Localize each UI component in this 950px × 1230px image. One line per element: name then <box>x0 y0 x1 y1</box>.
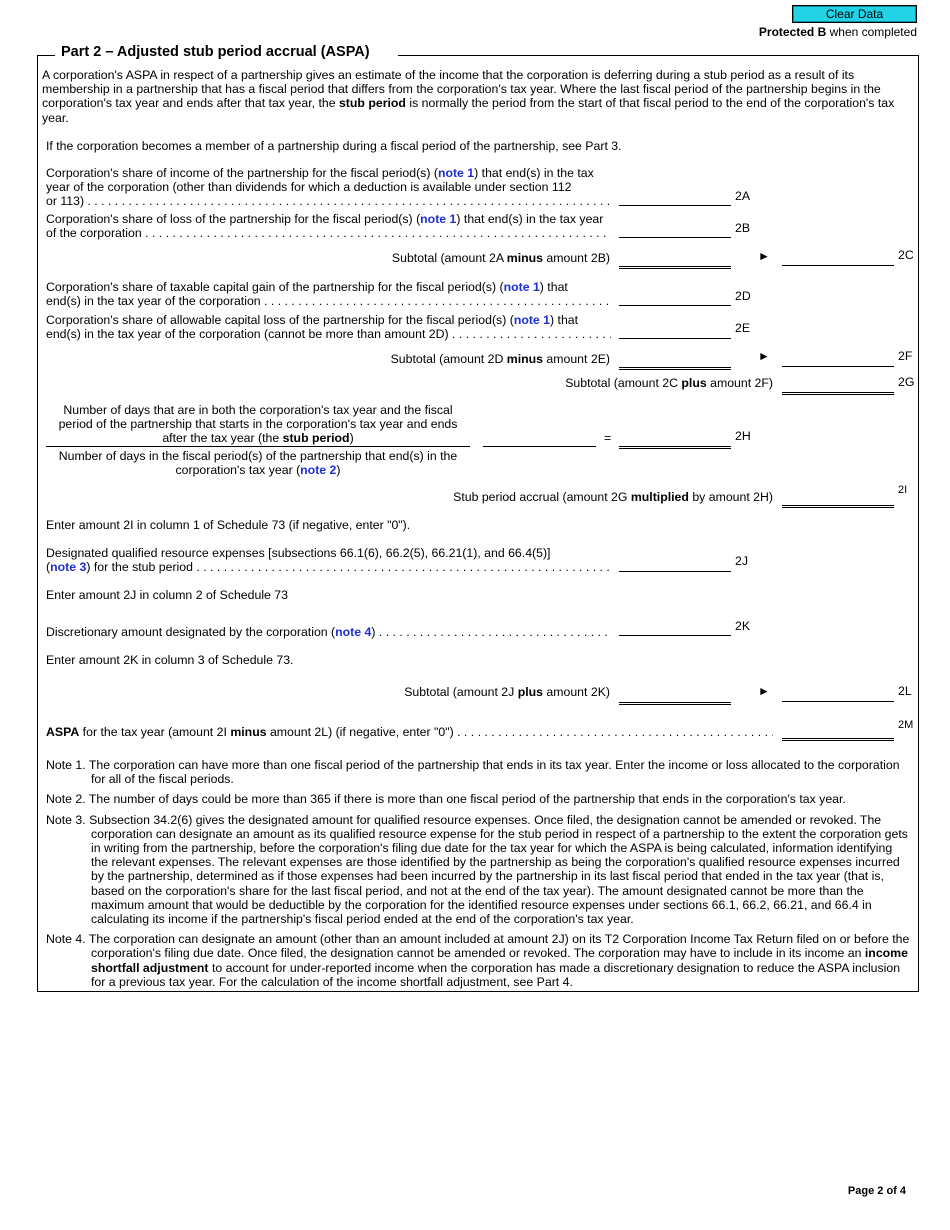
note-3-link[interactable]: note 3 <box>50 560 87 575</box>
line-2a-input[interactable] <box>619 189 731 206</box>
arrow-icon: ► <box>758 249 770 263</box>
enter-2j-text: Enter amount 2J in column 2 of Schedule 73 <box>46 588 288 602</box>
line-2b-input[interactable] <box>619 221 731 238</box>
line-2g-code: 2G <box>898 375 915 389</box>
line-2i-label: Stub period accrual (amount 2G multiplied by amount 2H) <box>453 490 773 504</box>
line-2a-code: 2A <box>735 189 751 203</box>
line-2c-subtotal-left <box>619 250 731 269</box>
arrow-icon: ► <box>758 684 770 698</box>
line-2l-input[interactable] <box>782 685 894 702</box>
line-2e-input[interactable] <box>619 322 731 339</box>
line-2g-label: Subtotal (amount 2C plus amount 2F) <box>565 376 773 390</box>
equals-sign: = <box>604 431 612 445</box>
note-2-link[interactable]: note 2 <box>300 463 337 478</box>
line-2i-input[interactable] <box>782 489 894 508</box>
line-2d-code: 2D <box>735 289 751 303</box>
line-2f-subtotal-left <box>619 351 731 370</box>
line-2e-label: Corporation's share of allowable capital loss of the partnership for the fiscal period(s) (note 1) that end(s) in the tax year of the corporation (cannot be more than amount 2D) . . . <box>46 313 611 341</box>
line-2i-code: 2I <box>898 484 908 496</box>
notes <box>46 758 910 989</box>
clear-data-button[interactable]: Clear Data <box>792 5 917 23</box>
line-2m-input[interactable] <box>782 722 894 741</box>
line-2j-input[interactable] <box>619 555 731 572</box>
enter-2i-text: Enter amount 2I in column 1 of Schedule 73 (if negative, enter "0"). <box>46 518 411 532</box>
line-2h-denominator: Number of days in the fiscal period(s) of the partnership that end(s) in the corporation's tax year (note 2) <box>58 449 458 478</box>
arrow-icon: ► <box>758 349 770 363</box>
note-4-link[interactable]: note 4 <box>335 625 372 639</box>
line-2f-label: Subtotal (amount 2D minus amount 2E) <box>390 352 610 366</box>
note-1-link[interactable]: note 1 <box>513 313 551 327</box>
page-number: Page 2 of 4 <box>847 1185 906 1197</box>
line-2k-label: Discretionary amount designated by the corporation (note 4) . . . <box>46 625 611 639</box>
note-2: Note 2. The number of days could be more than 365 if there is more than one fiscal period of the partnership that ends in the corporation's tax year. <box>46 792 846 807</box>
line-2j-code: 2J <box>735 554 748 568</box>
line-2g-input[interactable] <box>782 376 894 395</box>
note-1-link[interactable]: note 1 <box>420 212 457 226</box>
line-2h-code: 2H <box>735 429 751 443</box>
fraction-bar <box>46 446 470 447</box>
line-2c-label: Subtotal (amount 2A minus amount 2B) <box>391 251 610 265</box>
line-2h-numerator: Number of days that are in both the corporation's tax year and the fiscal period of the partnership that starts in the corporation's tax year and ends after the tax year (the stub period) <box>58 403 458 446</box>
note-1: Note 1. The corporation can have more than one fiscal period of the partnership that ends in its tax year. Enter the income or loss allocated to the corporation for all of the fiscal periods. <box>46 758 900 787</box>
line-2l-code: 2L <box>898 684 912 698</box>
line-2h-input[interactable] <box>619 430 731 449</box>
line-2d-input[interactable] <box>619 289 731 306</box>
line-2b-label: Corporation's share of loss of the partnership for the fiscal period(s) (note 1) that end(s) in the tax year of the corporation . . . <box>46 212 611 240</box>
line-2l-subtotal-left <box>619 686 731 705</box>
line-2a-label: Corporation's share of income of the partnership for the fiscal period(s) (note 1) that end(s) in the tax year of the corporation (other than dividends for which a deduction is available under section 112 or 113) . . . <box>46 166 611 209</box>
line-2h-days-input[interactable] <box>483 430 596 447</box>
part-title: Part 2 – Adjusted stub period accrual (ASPA) <box>58 44 373 60</box>
line-2c-input[interactable] <box>782 249 894 266</box>
member-text: If the corporation becomes a member of a partnership during a fiscal period of the partnership, see Part 3. <box>46 139 622 153</box>
line-2l-label: Subtotal (amount 2J plus amount 2K) <box>404 685 610 699</box>
box-top-left <box>37 55 55 56</box>
line-2m-code: 2M <box>898 719 914 731</box>
line-2m-label: ASPA for the tax year (amount 2I minus amount 2L) (if negative, enter "0") . . . <box>46 725 773 739</box>
protected-b-label: Protected B <box>758 25 827 39</box>
line-2f-code: 2F <box>898 349 913 363</box>
line-2k-input[interactable] <box>619 619 731 636</box>
enter-2k-text: Enter amount 2K in column 3 of Schedule 73. <box>46 653 294 667</box>
note-3: Note 3. Subsection 34.2(6) gives the designated amount for qualified resource expenses. Once filed, the designation cannot be amended or revoked. The corporation can designate an amount as its qualified resource expense for the stub period in respect of a partnership to the extent the corporation gets in writing from the partnership, before the corporation's filing due date for the tax year for which the ASPA is being calculated, information identifying the relevant expenses. The relevant expenses are those identified by the partnership as being the corporation's qualified resource expenses incurred by the partnership, determined as if those expenses had been incurred by the partnership in its last fiscal period that ended in the tax year (that is, based on the corporation's share for the last fiscal period, and not at the end of the tax year). The amount designated cannot be more than the maximum amount that would be deductible by the corporation for the identified resource expenses under sections 66.1, 66.2, 66.21, and 66.4 in calculating its income if the partnership's fiscal period ended at the end of the corporation's tax year. <box>46 812 908 927</box>
box-top-right <box>398 55 918 56</box>
note-4: Note 4. The corporation can designate an amount (other than an amount included at amount 2J) on its T2 Corporation Income Tax Return filed on or before the corporation's filing due date. Once filed, the designation cannot be amended or revoked. The corporation may have to include in its income an income shortfall adjustment to account for under-reported income when the corporation has made a discretionary designation to reduce the ASPA inclusion for a previous tax year. For the calculation of the income shortfall adjustment, see Part 4. <box>46 932 910 989</box>
intro-paragraph: A corporation's ASPA in respect of a partnership gives an estimate of the income that the corporation is deferring during a stub period as a result of its membership in a partnership that has a fiscal period that differs from the corporation's tax year. Where the last fiscal period of the partnership begins in the corporation's tax year and ends after that tax year, the stub period is normally the period from the start of that fiscal period to the end of the corporation's tax year. <box>42 68 895 125</box>
line-2f-input[interactable] <box>782 350 894 367</box>
note-1-link[interactable]: note 1 <box>503 280 540 294</box>
line-2e-code: 2E <box>735 321 751 335</box>
line-2b-code: 2B <box>735 221 751 235</box>
protected-rest: when completed <box>826 25 917 39</box>
note-1-link[interactable]: note 1 <box>437 166 475 180</box>
line-2c-code: 2C <box>898 248 914 262</box>
protected-notice <box>759 25 917 39</box>
line-2d-label: Corporation's share of taxable capital gain of the partnership for the fiscal period(s) (note 1) that end(s) in the tax year of the corporation . . . <box>46 280 611 308</box>
line-2j-label: Designated qualified resource expenses [subsections 66.1(6), 66.2(5), 66.21(1), and 66.4(5)] (note 3) for the stub period . . . <box>46 546 611 574</box>
line-2k-code: 2K <box>735 619 751 633</box>
